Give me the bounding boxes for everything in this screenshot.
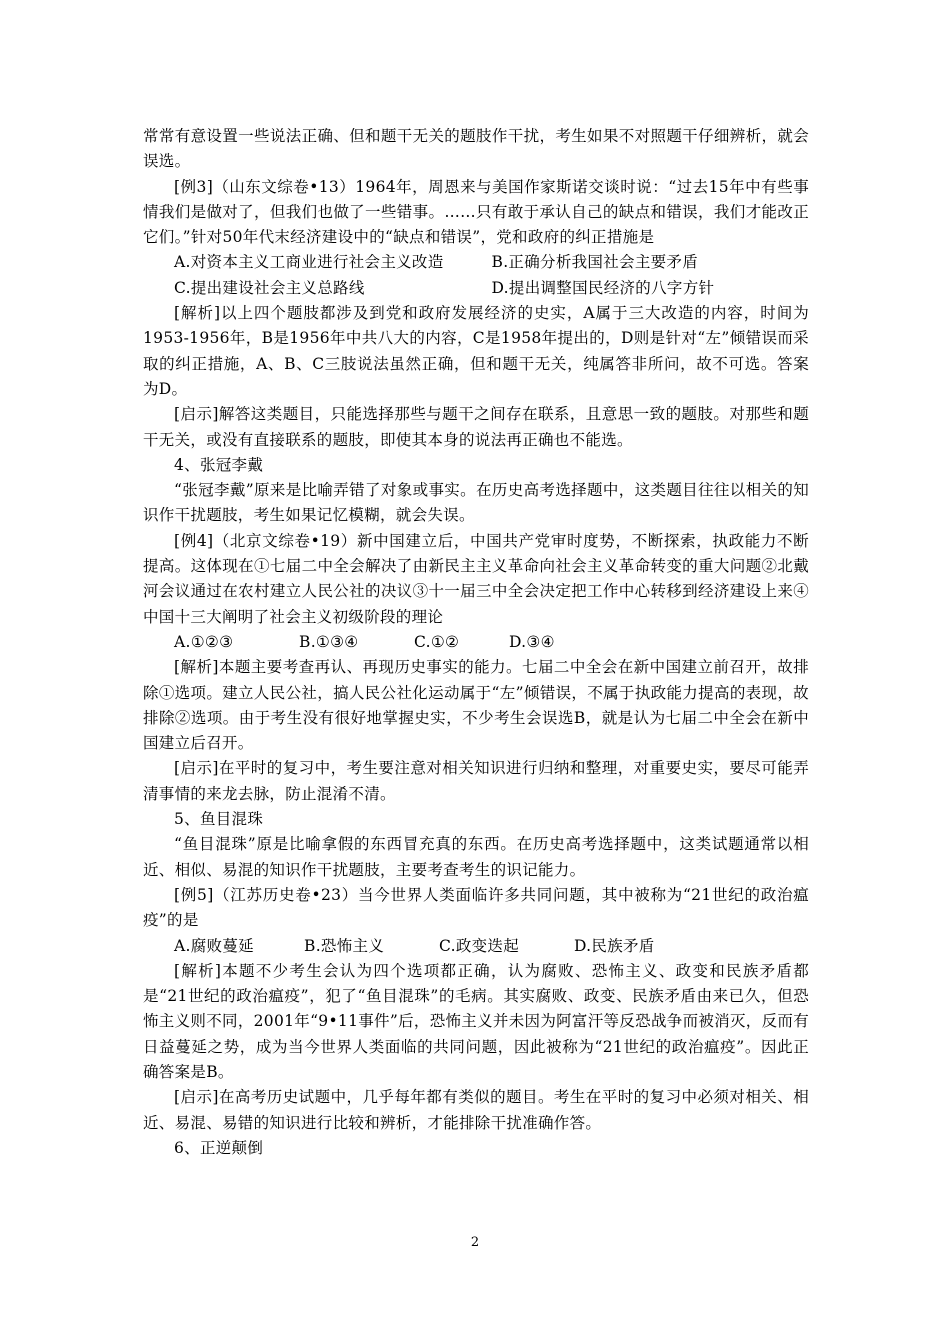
option-a: A.腐败蔓延 [174, 936, 254, 955]
insight-paragraph: [启示]解答这类题目，只能选择那些与题干之间存在联系，且意思一致的题肢。对那些和题干无关，或没有直接联系的题肢，即使其本身的说法再正确也不能选。 [143, 405, 809, 449]
paragraph: “张冠李戴”原来是比喻弄错了对象或事实。在历史高考选择题中，这类题目往往以相关的知识作干扰题肢，考生如果记忆模糊，就会失误。 [143, 481, 809, 525]
option-a: A.对资本主义工商业进行社会主义改造 [174, 253, 444, 272]
option-b: B.①③④ [299, 632, 359, 651]
page-number: 2 [470, 1235, 480, 1250]
option-c: C.政变迭起 [439, 936, 520, 955]
option-a: A.①②③ [174, 632, 234, 651]
option-d: D.提出调整国民经济的八字方针 [491, 278, 715, 297]
paragraph: “鱼目混珠”原是比喻拿假的东西冒充真的东西。在历史高考选择题中，这类试题通常以相近、相似、易混的知识作干扰题肢，主要考查考生的识记能力。 [143, 835, 809, 879]
insight-paragraph: [启示]在高考历史试题中，几乎每年都有类似的题目。考生在平时的复习中必须对相关、相近、易混、易错的知识进行比较和辨析，才能排除干扰准确作答。 [143, 1088, 809, 1132]
example-4-options [143, 630, 809, 655]
section-heading: 6、正逆颠倒 [174, 1138, 264, 1157]
section-heading: 4、张冠李戴 [174, 455, 264, 474]
insight-paragraph: [启示]在平时的复习中，考生要注意对相关知识进行归纳和整理，对重要史实，要尽可能弄清事情的来龙去脉，防止混淆不清。 [143, 759, 809, 803]
analysis-paragraph: [解析]本题主要考查再认、再现历史事实的能力。七届二中全会在新中国建立前召开，故排除①选项。建立人民公社，搞人民公社化运动属于“左”倾错误，不属于执政能力提高的表现，故排除②选项。由于考生没有很好地掌握史实，不少考生会误选B，就是认为七届二中全会在新中国建立后召开。 [143, 658, 809, 753]
example-3-options-row2 [143, 276, 809, 301]
body-text [143, 124, 809, 1161]
example-4-question: [例4]（北京文综卷•19）新中国建立后，中国共产党审时度势，不断探索，执政能力不断提高。这体现在①七届二中全会解决了由新民主主义革命向社会主义革命转变的重大问题②北戴河会议通过在农村建立人民公社的决议③十一届三中全会决定把工作中心转移到经济建设上来④中国十三大阐明了社会主义初级阶段的理论 [143, 531, 809, 626]
example-3-question: [例3]（山东文综卷•13）1964年，周恩来与美国作家斯诺交谈时说：“过去15年中有些事情我们是做对了，但我们也做了一些错事。……只有敢于承认自己的缺点和错误，我们才能改正它们。”针对50年代末经济建设中的“缺点和错误”，党和政府的纠正措施是 [143, 177, 809, 247]
option-d: D.③④ [509, 632, 555, 651]
option-b: B.正确分析我国社会主要矛盾 [491, 253, 699, 272]
option-c: C.①② [414, 632, 460, 651]
example-5-options [143, 934, 809, 959]
paragraph: 常常有意设置一些说法正确、但和题干无关的题肢作干扰，考生如果不对照题干仔细辨析，就会误选。 [143, 127, 809, 171]
section-heading: 5、鱼目混珠 [174, 810, 264, 829]
option-d: D.民族矛盾 [574, 936, 655, 955]
option-b: B.恐怖主义 [304, 936, 385, 955]
example-5-question: [例5]（江苏历史卷•23）当今世界人类面临许多共同问题，其中被称为“21世纪的政治瘟疫”的是 [143, 885, 809, 930]
example-3-options-row1 [143, 250, 809, 275]
analysis-paragraph: [解析]本题不少考生会认为四个选项都正确，认为腐败、恐怖主义、政变和民族矛盾都是“21世纪的政治瘟疫”，犯了“鱼目混珠”的毛病。其实腐败、政变、民族矛盾由来已久，但恐怖主义则不同，2001年“9•11事件”后，恐怖主义并未因为阿富汗等反恐战争而被消灭，反而有日益蔓延之势，成为当今世界人类面临的共同问题，因此被称为“21世纪的政治瘟疫”。因此正确答案是B。 [143, 961, 809, 1081]
option-c: C.提出建设社会主义总路线 [174, 278, 365, 297]
analysis-paragraph: [解析]以上四个题肢都涉及到党和政府发展经济的史实，A属于三大改造的内容，时间为1953-1956年，B是1956年中共八大的内容，C是1958年提出的，D则是针对“左”倾错误而采取的纠正措施，A、B、C三肢说法虽然正确，但和题干无关，纯属答非所问，故不可选。答案为D。 [143, 304, 809, 398]
